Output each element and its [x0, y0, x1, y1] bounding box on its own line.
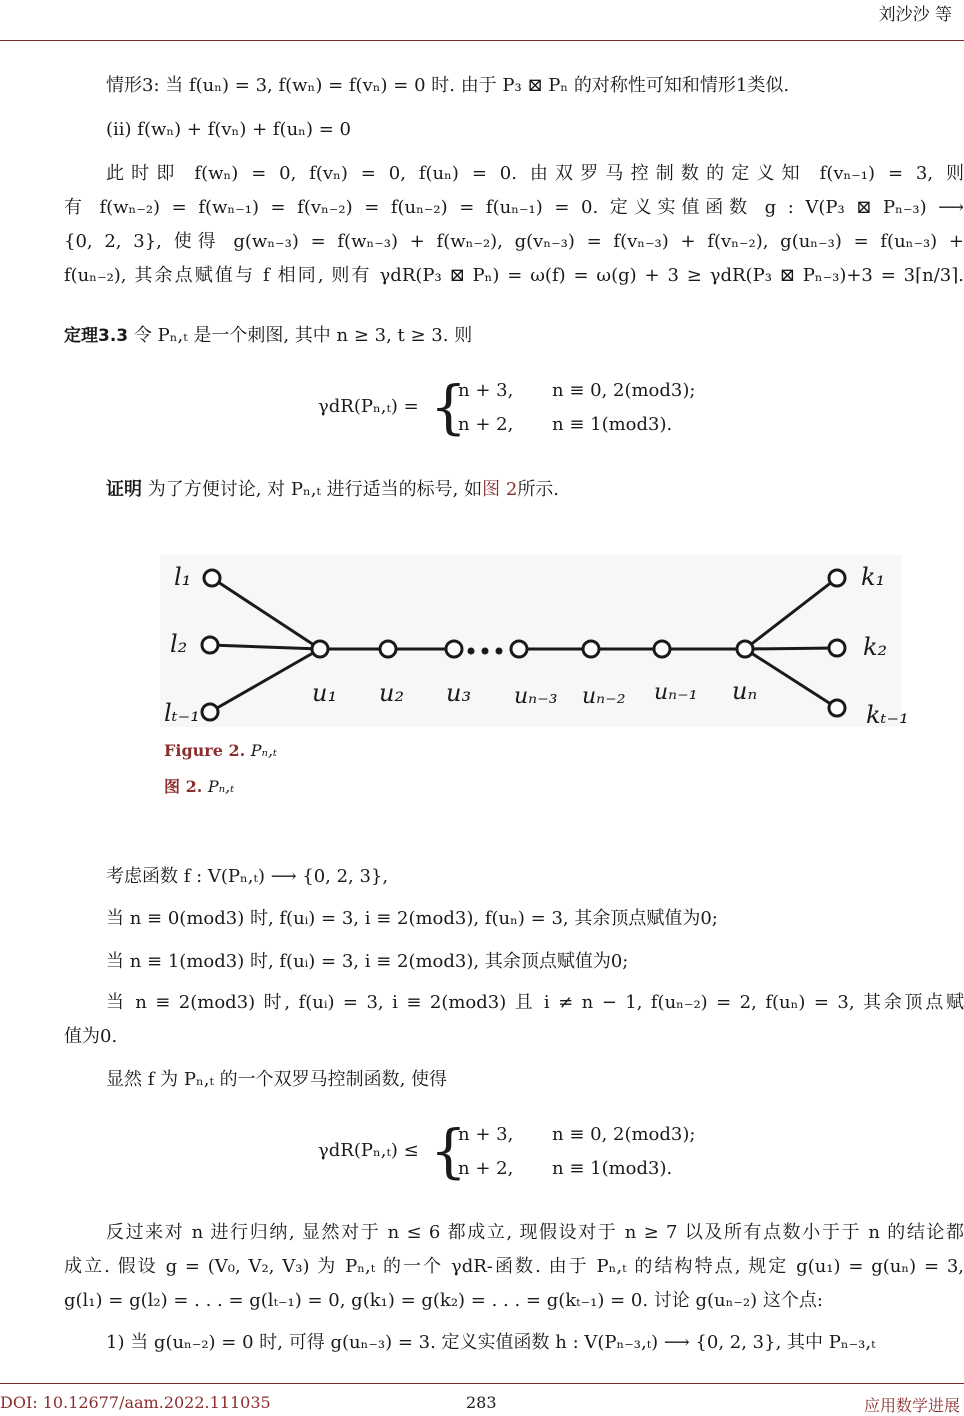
paragraph-line: 有 f(wₙ₋₂) = f(wₙ₋₁) = f(vₙ₋₂) = f(uₙ₋₂) = f(uₙ₋₁) = 0. 定义实值函数 g : V(P₃ ⊠ Pₙ₋₃) ⟶ — [64, 197, 964, 218]
label-un-3: uₙ₋₃ — [514, 684, 558, 709]
paragraph-line: f(uₙ₋₂), 其余点赋值与 f 相同, 则有 γdR(P₃ ⊠ Pₙ) = ω(f) = ω(g) + 3 ≥ γdR(P₃ ⊠ Pₙ₋₃)+3 = 3⌈n/3⌉. — [64, 265, 964, 286]
figure-2-link[interactable]: 图 2 — [482, 479, 518, 500]
theorem-equation — [318, 374, 738, 444]
proof-text: 为了方便讨论, 对 Pₙ,ₜ 进行适当的标号, 如 — [147, 479, 483, 500]
paragraph-line: 反过来对 n 进行归纳, 显然对于 n ≤ 6 都成立, 现假设对于 n ≥ 7 以及所有点数小于于 n 的结论都 — [106, 1222, 964, 1243]
equation-brace: { — [430, 1117, 467, 1185]
label-k1: k₁ — [861, 563, 886, 591]
caption-text: Pₙ,ₜ — [207, 777, 235, 796]
edge — [745, 648, 837, 649]
caption-label: 图 2. — [164, 777, 203, 796]
footer-doi[interactable]: DOI: 10.12677/aam.2022.111035 — [0, 1393, 271, 1412]
equation-case-value: n + 3, — [458, 380, 514, 401]
vertex-un-2 — [583, 641, 599, 657]
paragraph-line: 当 n ≡ 2(mod3) 时, f(uᵢ) = 3, i ≡ 2(mod3) 且 i ≠ n − 1, f(uₙ₋₂) = 2, f(uₙ) = 3, 其余顶点赋 — [106, 992, 964, 1013]
equation-case-condition: n ≡ 0, 2(mod3); — [552, 380, 696, 401]
footer-rule — [0, 1383, 964, 1384]
theorem-label: 定理3.3 — [64, 326, 129, 346]
equation-case-condition: n ≡ 0, 2(mod3); — [552, 1124, 696, 1145]
vertex-un-3 — [511, 641, 527, 657]
paragraph-line: 1) 当 g(uₙ₋₂) = 0 时, 可得 g(uₙ₋₃) = 3. 定义实值函数 h : V(Pₙ₋₃,ₜ) ⟶ {0, 2, 3}, 其中 Pₙ₋₃,ₜ — [106, 1332, 876, 1353]
label-u2: u₂ — [379, 679, 405, 707]
proof-text-tail: 所示. — [517, 479, 560, 500]
proof-label: 证明 — [106, 479, 142, 500]
label-u3: u₃ — [446, 679, 472, 707]
page-number: 283 — [466, 1393, 497, 1412]
ellipsis-dot — [468, 648, 475, 655]
paragraph-line: 成立. 假设 g = (V₀, V₂, V₃) 为 Pₙ,ₜ 的一个 γdR-函数. 由于 Pₙ,ₜ 的结构特点, 规定 g(u₁) = g(uₙ) = 3, — [64, 1256, 964, 1277]
proof-intro — [106, 477, 559, 503]
ellipsis-dot — [496, 648, 503, 655]
equation-case-condition: n ≡ 1(mod3). — [552, 414, 673, 435]
footer-journal[interactable]: 应用数学进展 — [863, 1396, 960, 1415]
figure-caption-zh — [164, 774, 234, 797]
paragraph-line: 当 n ≡ 1(mod3) 时, f(uᵢ) = 3, i ≡ 2(mod3), 其余顶点赋值为0; — [106, 951, 629, 972]
label-kt-1: kₜ₋₁ — [866, 701, 909, 729]
figure-caption-en — [164, 741, 277, 760]
label-un-2: uₙ₋₂ — [582, 684, 626, 709]
paragraph-line: 考虑函数 f : V(Pₙ,ₜ) ⟶ {0, 2, 3}, — [106, 866, 389, 887]
paragraph-line: 此时即 f(wₙ) = 0, f(vₙ) = 0, f(uₙ) = 0. 由双罗马控制数的定义知 f(vₙ₋₁) = 3, 则 — [106, 163, 964, 184]
theorem-3-3 — [64, 323, 472, 349]
vertex-u3 — [446, 641, 462, 657]
label-l1: l₁ — [174, 563, 192, 591]
caption-text: Pₙ,ₜ — [250, 741, 277, 760]
vertex-u1 — [312, 641, 328, 657]
header-rule — [0, 40, 964, 41]
paragraph-line: 当 n ≡ 0(mod3) 时, f(uᵢ) = 3, i ≡ 2(mod3), f(uₙ) = 3, 其余顶点赋值为0; — [106, 908, 718, 929]
case-3-text: 情形3: 当 f(uₙ) = 3, f(wₙ) = f(vₙ) = 0 时. 由于 P₃ ⊠ Pₙ 的对称性可知和情形1类似. — [106, 75, 790, 96]
label-k2: k₂ — [863, 633, 888, 661]
label-un: uₙ — [732, 677, 758, 705]
paragraph-line: 显然 f 为 Pₙ,ₜ 的一个双罗马控制函数, 使得 — [106, 1069, 448, 1090]
running-header-author: 刘沙沙 等 — [878, 5, 952, 25]
vertex-un-1 — [654, 641, 670, 657]
ellipsis-dot — [482, 648, 489, 655]
equation-case-value: n + 2, — [458, 414, 514, 435]
bound-equation — [318, 1118, 738, 1188]
subcase-ii-heading: (ii) f(wₙ) + f(vₙ) + f(uₙ) = 0 — [106, 119, 351, 140]
equation-case-condition: n ≡ 1(mod3). — [552, 1158, 673, 1179]
vertex-l1 — [204, 570, 220, 586]
label-u1: u₁ — [312, 679, 338, 707]
paragraph-line: {0, 2, 3}, 使得 g(wₙ₋₃) = f(wₙ₋₃) + f(wₙ₋₂), g(vₙ₋₃) = f(vₙ₋₃) + f(vₙ₋₂), g(uₙ₋₃) = f(uₙ₋₃) + — [64, 231, 964, 252]
label-l2: l₂ — [170, 630, 188, 658]
label-un-1: uₙ₋₁ — [654, 680, 698, 705]
theorem-statement: 令 Pₙ,ₜ 是一个刺图, 其中 n ≥ 3, t ≥ 3. 则 — [133, 325, 473, 346]
equation-case-value: n + 3, — [458, 1124, 514, 1145]
vertex-k1 — [829, 570, 845, 586]
label-lt-1: lₜ₋₁ — [164, 699, 200, 727]
vertex-k2 — [829, 640, 845, 656]
vertex-un — [737, 641, 753, 657]
equation-case-value: n + 2, — [458, 1158, 514, 1179]
vertex-u2 — [380, 641, 396, 657]
paragraph-line: 值为0. — [64, 1026, 118, 1047]
vertex-l2 — [202, 637, 218, 653]
equation-lhs: γdR(Pₙ,ₜ) = — [318, 396, 419, 417]
equation-lhs: γdR(Pₙ,ₜ) ≤ — [318, 1140, 419, 1161]
caption-label: Figure 2. — [164, 741, 246, 760]
paragraph-line: g(l₁) = g(l₂) = . . . = g(lₜ₋₁) = 0, g(k₁) = g(k₂) = . . . = g(kₜ₋₁) = 0. 讨论 g(uₙ₋₂) 这个点: — [64, 1290, 823, 1311]
figure-2-graph — [160, 555, 909, 729]
equation-brace: { — [430, 373, 467, 441]
vertex-kt-1 — [829, 700, 845, 716]
vertex-lt-1 — [202, 704, 218, 720]
